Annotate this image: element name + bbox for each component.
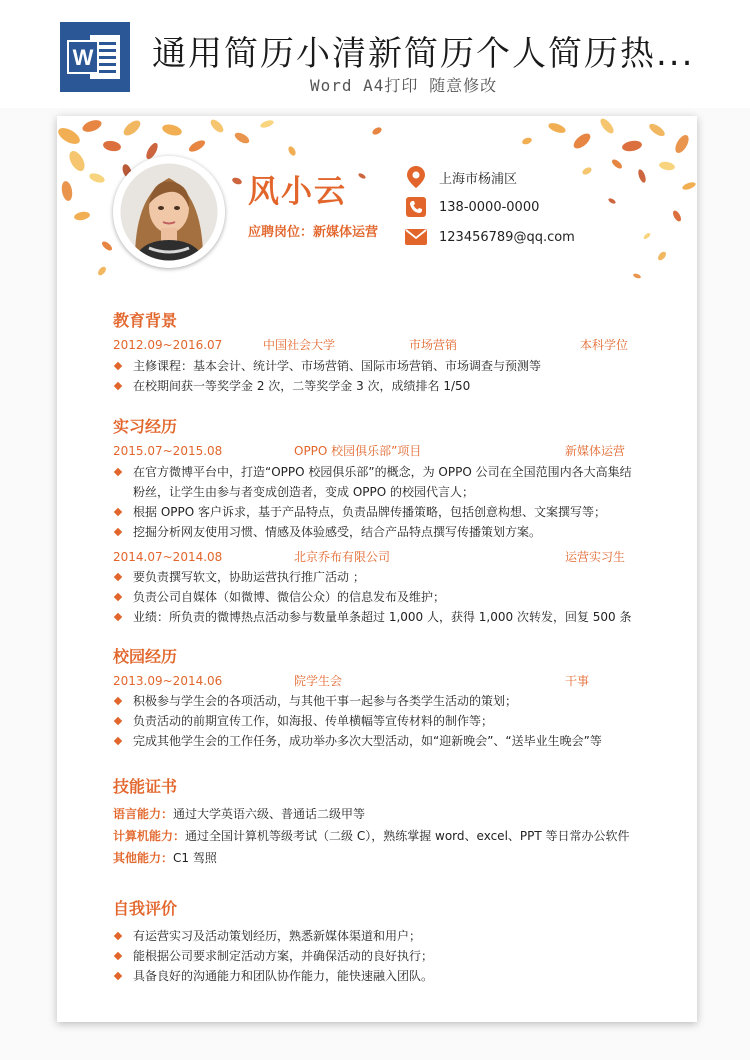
list-item: 要负责撰写软文，协助运营执行推广活动 ； [113, 567, 633, 587]
email-text: 123456789@qq.com [439, 229, 575, 245]
list-item: 根据 OPPO 客户诉求，基于产品特点，负责品牌传播策略，包括创意构想、文案撰写等； [113, 502, 633, 522]
phone-icon [405, 196, 427, 218]
section-title: 实习经历 [113, 417, 178, 436]
education-degree: 本科学位 [580, 338, 629, 352]
list-item: 负责公司自媒体（如微博、微信公众）的信息发布及维护； [113, 587, 633, 607]
section-self-evaluation [113, 898, 643, 998]
section-education [113, 310, 643, 400]
list-item: 能根据公司要求制定活动方案，并确保活动的良好执行； [113, 946, 633, 966]
document-title: 通用简历小清新简历个人简历热... [152, 34, 695, 74]
campus-org: 院学生会 [294, 674, 343, 688]
list-item: 完成其他学生会的工作任务，成功举办多次大型活动，如“迎新晚会”、“送毕业生晚会”等 [113, 731, 633, 751]
contact-address [405, 166, 517, 188]
address-text: 上海市杨浦区 [439, 171, 518, 187]
list-item: 有运营实习及活动策划经历，熟悉新媒体渠道和用户； [113, 926, 633, 946]
contact-email [405, 226, 575, 248]
document-header [0, 0, 750, 108]
resume-page [57, 116, 697, 1022]
skill-item: 其他能力：C1 驾照 [113, 851, 217, 865]
list-item: 业绩：所负责的微博热点活动参与数量单条超过 1,000 人，获得 1,000 次转发，回复 500 条 [113, 607, 633, 627]
applied-position: 应聘岗位：新媒体运营 [248, 225, 379, 240]
phone-text: 138-0000-0000 [439, 199, 540, 215]
list-item: 挖掘分析网友使用习惯、情感及体验感受，结合产品特点撰写传播策划方案。 [113, 522, 633, 542]
contact-phone [405, 196, 539, 218]
list-item: 具备良好的沟通能力和团队协作能力，能快速融入团队。 [113, 966, 633, 986]
campus-role: 干事 [565, 674, 590, 688]
document-subtitle: Word A4打印 随意修改 [310, 76, 498, 95]
portrait-icon [113, 156, 225, 268]
education-period: 2012.09~2016.07 [113, 338, 223, 352]
skill-item: 语言能力：通过大学英语六级、普通话二级甲等 [113, 807, 366, 821]
location-pin-icon [405, 166, 427, 188]
job-period: 2015.07~2015.08 [113, 444, 223, 458]
education-school: 中国社会大学 [263, 338, 336, 352]
job-org: OPPO 校园俱乐部”项目 [294, 444, 422, 458]
word-icon [60, 22, 130, 92]
section-title: 自我评价 [113, 899, 178, 918]
section-campus [113, 646, 643, 746]
section-title: 教育背景 [113, 311, 178, 330]
section-title: 校园经历 [113, 647, 178, 666]
list-item: 积极参与学生会的各项活动，与其他干事一起参与各类学生活动的策划； [113, 691, 633, 711]
list-item: 主修课程：基本会计、统计学、市场营销、国际市场营销、市场调查与预测等 [113, 356, 633, 376]
section-internship [113, 416, 643, 636]
campus-period: 2013.09~2014.06 [113, 674, 223, 688]
list-item: 负责活动的前期宣传工作，如海报、传单横幅等宣传材料的制作等； [113, 711, 633, 731]
education-major: 市场营销 [409, 338, 458, 352]
list-item: 在官方微博平台中，打造“OPPO 校园俱乐部”的概念，为 OPPO 公司在全国范围内各大高集结粉丝，让学生由参与者变成创造者，变成 OPPO 的校园代言人； [113, 462, 633, 502]
job-role: 运营实习生 [565, 550, 626, 564]
job-role: 新媒体运营 [565, 444, 626, 458]
section-title: 技能证书 [113, 777, 178, 796]
list-item: 在校期间获一等奖学金 2 次，二等奖学金 3 次，成绩排名 1/50 [113, 376, 633, 396]
profile-photo [113, 156, 225, 268]
candidate-name: 风小云 [248, 174, 347, 210]
section-skills [113, 776, 643, 866]
job-period: 2014.07~2014.08 [113, 550, 223, 564]
job-org: 北京乔布有限公司 [294, 550, 391, 564]
svg-text:W: W [72, 45, 94, 70]
mail-icon [405, 226, 427, 248]
skill-item: 计算机能力：通过全国计算机等级考试（二级 C），熟练掌握 word、excel、PPT 等日常办公软件 [113, 829, 630, 843]
